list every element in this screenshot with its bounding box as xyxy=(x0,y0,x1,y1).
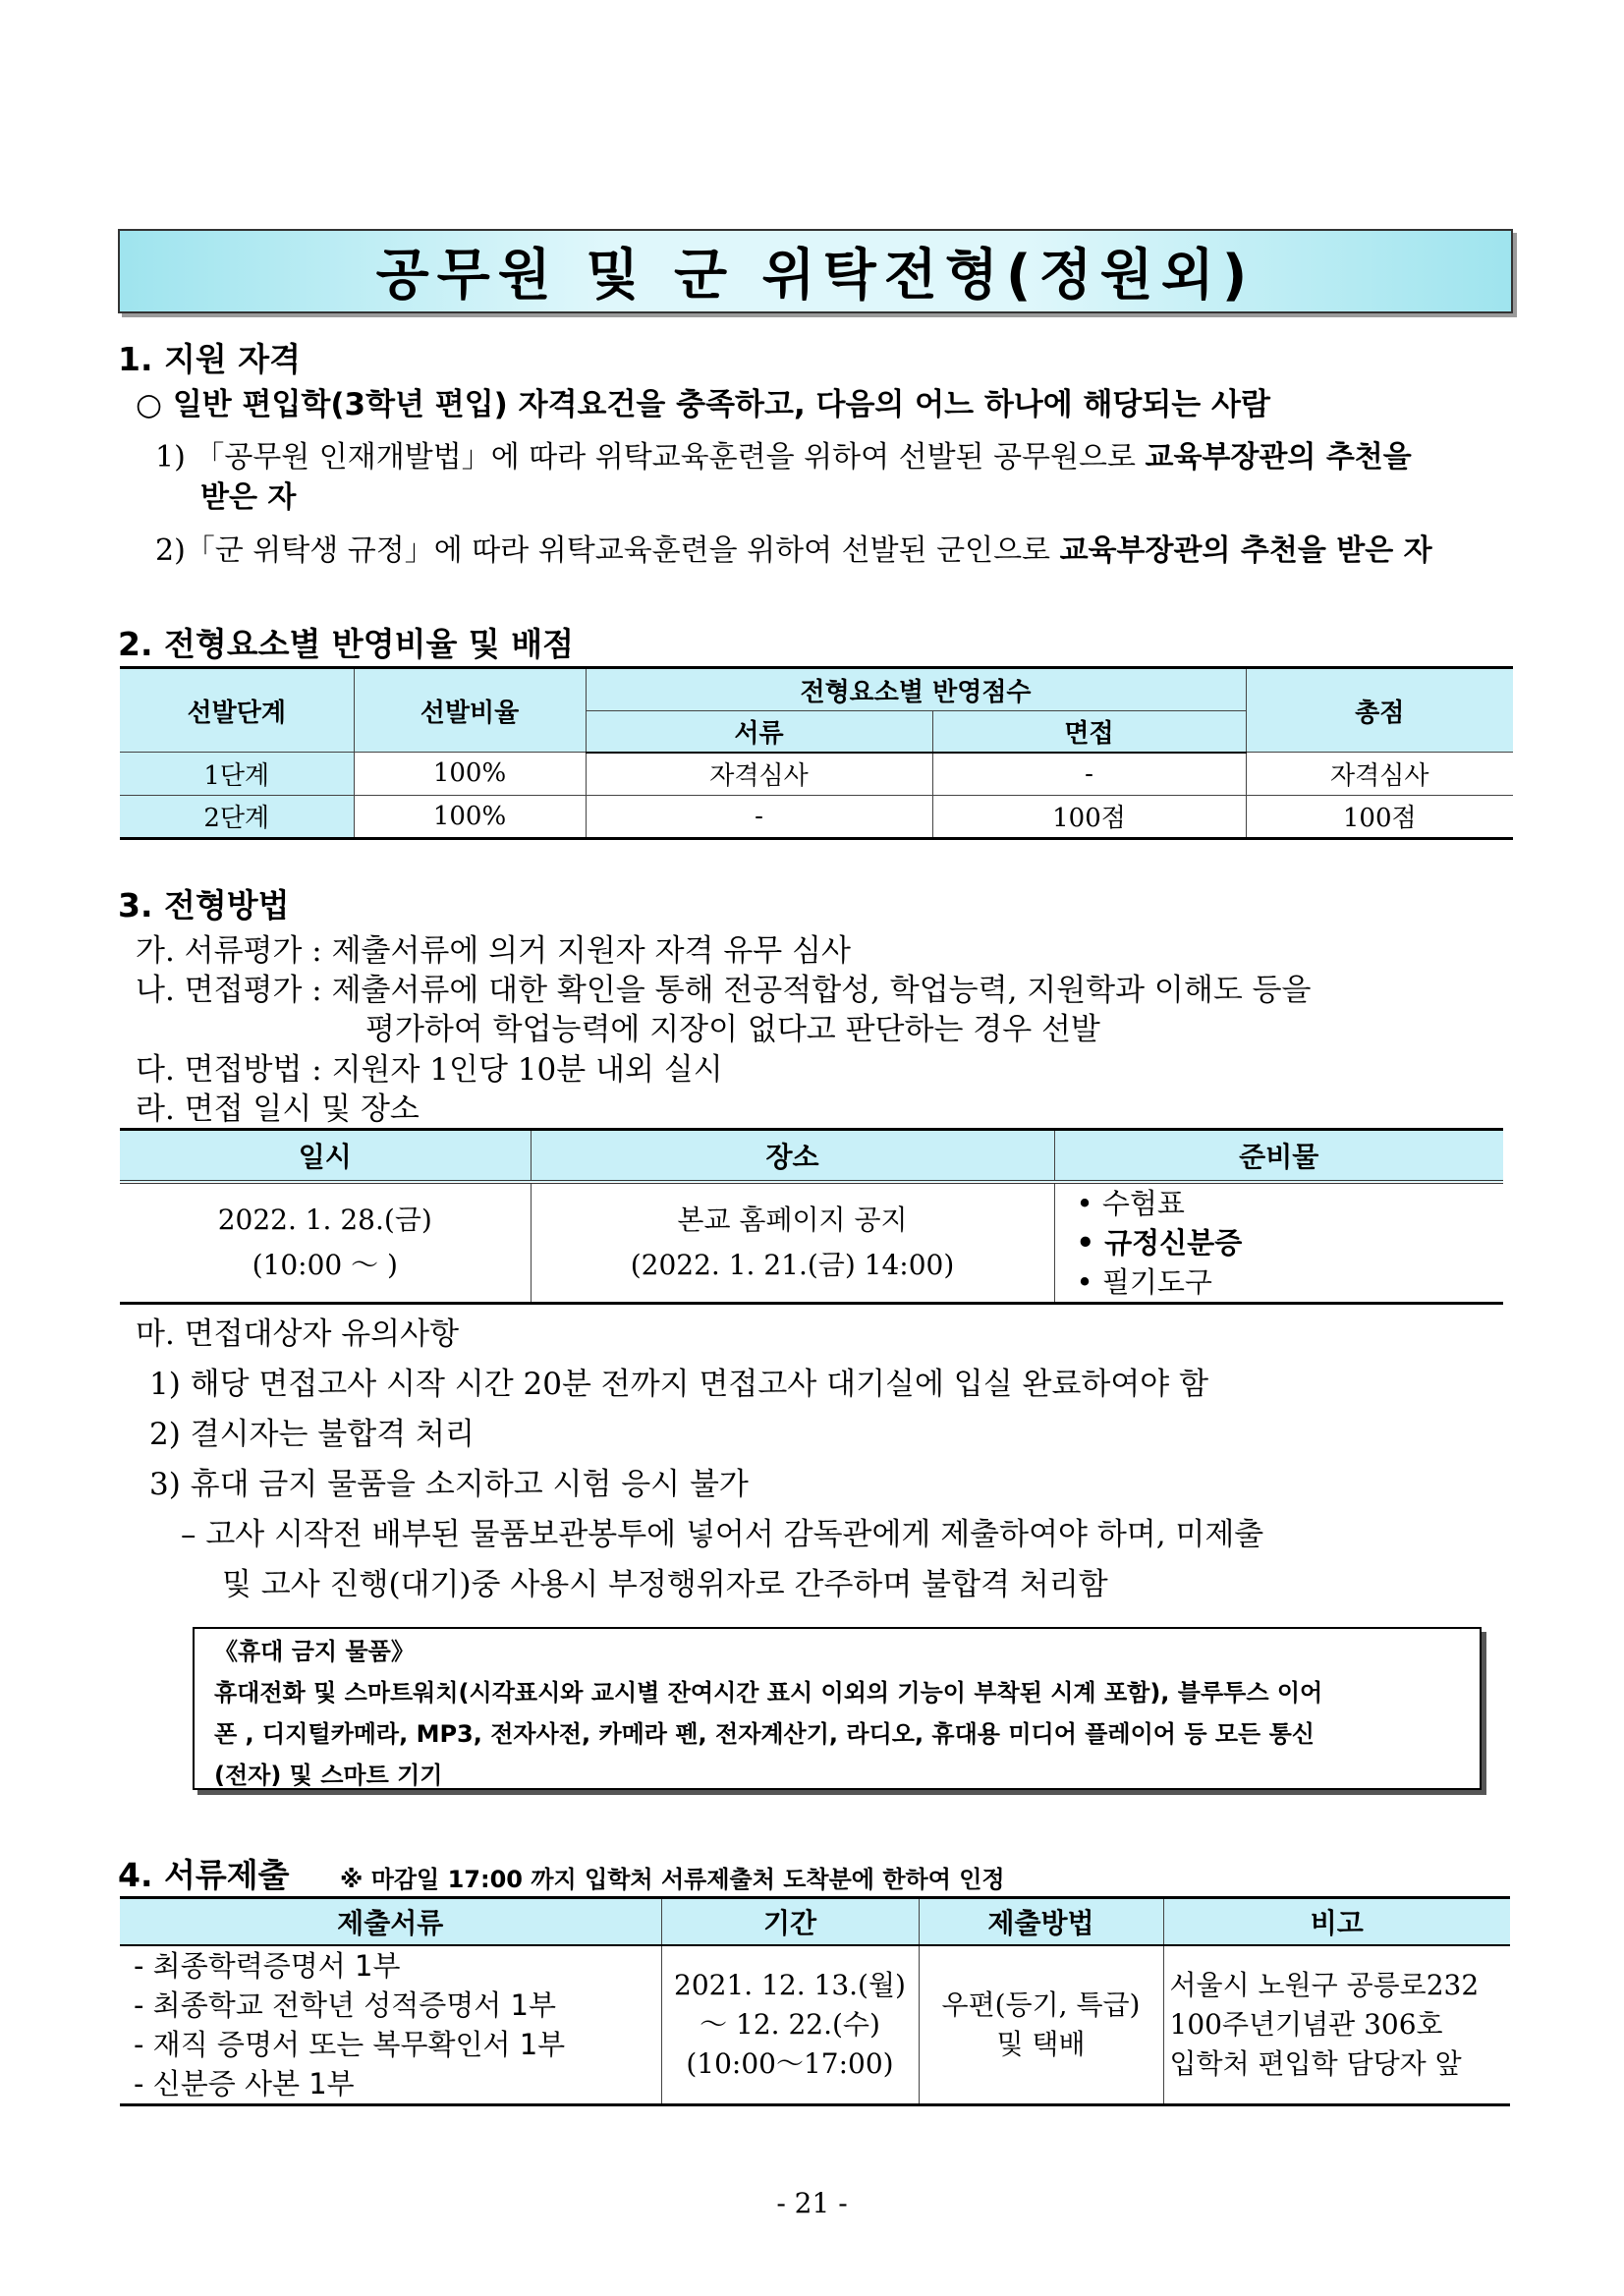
header-stage: 선발단계 xyxy=(120,668,354,753)
remark-line: 100주년기념관 306호 xyxy=(1169,2008,1443,2041)
cell-ratio: 100% xyxy=(354,753,586,796)
documents-table xyxy=(120,1896,1510,2106)
list-item: • 규정신분증 xyxy=(1076,1226,1243,1260)
section1-item2-bold: 교육부장관의 추천을 받은 자 xyxy=(1059,533,1432,568)
list-item: - 재직 증명서 또는 복무확인서 1부 xyxy=(134,2028,566,2061)
header-docs: 제출서류 xyxy=(120,1898,661,1946)
period-line: ～ 12. 22.(수) xyxy=(700,2008,880,2041)
cell-remark xyxy=(1163,1945,1510,2105)
note-3-dash-2: 및 고사 진행(대기)중 사용시 부정행위자로 간주하며 불합격 처리함 xyxy=(222,1567,1108,1602)
method-na-1: 나. 면접평가 : 제출서류에 대한 확인을 통해 전공적합성, 학업능력, 지원학과 이해도 등을 xyxy=(136,973,1312,1008)
section1-heading: 1. 지원 자격 xyxy=(118,340,301,378)
list-item: - 최종학교 전학년 성적증명서 1부 xyxy=(134,1988,556,2022)
section1-bullet: ○ 일반 편입학(3학년 편입) 자격요건을 충족하고, 다음의 어느 하나에 해당되는 사람 xyxy=(136,387,1270,422)
section4-note: ※ 마감일 17:00 까지 입학처 서류제출처 도착분에 한하여 인정 xyxy=(340,1866,1005,1893)
notice-title: 《휴대 금지 물품》 xyxy=(214,1638,415,1665)
note-3-dash-1: – 고사 시작전 배부된 물품보관봉투에 넣어서 감독관에게 제출하여야 하며, 미제출 xyxy=(181,1517,1264,1552)
method-na-2: 평가하여 학업능력에 지장이 없다고 판단하는 경우 선발 xyxy=(365,1012,1100,1047)
table-row xyxy=(120,753,1513,796)
section1-item2-text: 2)「군 위탁생 규정」에 따라 위탁교육훈련을 위하여 선발된 군인으로 xyxy=(155,533,1060,568)
section1-item1-cont: 받은 자 xyxy=(200,480,297,515)
cell-total: 100점 xyxy=(1246,795,1513,838)
list-item: - 최종학력증명서 1부 xyxy=(134,1949,401,1983)
place-line: (2022. 1. 21.(금) 14:00) xyxy=(630,1249,955,1281)
cell-docs xyxy=(120,1945,661,2105)
cell-interview: - xyxy=(932,753,1246,796)
method-line: 우편(등기, 특급) xyxy=(941,1988,1141,2021)
cell-docs: 자격심사 xyxy=(586,753,932,796)
prohibited-items-box xyxy=(193,1627,1482,1790)
header-items: 준비물 xyxy=(1054,1130,1503,1183)
cell-ratio: 100% xyxy=(354,795,586,838)
table-row xyxy=(120,1182,1503,1304)
method-ga: 가. 서류평가 : 제출서류에 의거 지원자 자격 유무 심사 xyxy=(136,933,851,969)
interview-table xyxy=(120,1128,1503,1305)
header-docs: 서류 xyxy=(586,711,932,753)
method-line: 및 택배 xyxy=(996,2028,1086,2060)
section1-item2 xyxy=(155,526,1432,569)
section1-item1-bold: 교육부장관의 추천을 xyxy=(1145,440,1412,475)
list-item: • 필기도구 xyxy=(1076,1265,1212,1299)
list-item: - 신분증 사본 1부 xyxy=(134,2067,355,2100)
note-2: 2) 결시자는 불합격 처리 xyxy=(149,1417,475,1452)
note-3: 3) 휴대 금지 물품을 소지하고 시험 응시 불가 xyxy=(149,1467,749,1502)
cell-date xyxy=(120,1182,531,1304)
notice-line: 휴대전화 및 스마트워치(시각표시와 교시별 잔여시간 표시 이외의 기능이 부착된 시계 포함), 블루투스 이어 xyxy=(214,1679,1323,1707)
page-number: - 21 - xyxy=(776,2187,848,2219)
header-total: 총점 xyxy=(1246,668,1513,753)
weight-table xyxy=(120,666,1513,840)
cell-stage: 1단계 xyxy=(120,753,354,796)
cell-stage: 2단계 xyxy=(120,795,354,838)
header-method: 제출방법 xyxy=(919,1898,1163,1946)
header-interview: 면접 xyxy=(932,711,1246,753)
note-1: 1) 해당 면접고사 시작 시간 20분 전까지 면접고사 대기실에 입실 완료하여야 함 xyxy=(149,1367,1209,1402)
cell-method xyxy=(919,1945,1163,2105)
method-ra: 라. 면접 일시 및 장소 xyxy=(136,1092,420,1127)
section2-heading: 2. 전형요소별 반영비율 및 배점 xyxy=(118,625,574,663)
cell-docs: - xyxy=(586,795,932,838)
table-row xyxy=(120,795,1513,838)
cell-items xyxy=(1054,1182,1503,1304)
header-period: 기간 xyxy=(661,1898,919,1946)
remark-line: 서울시 노원구 공릉로232 xyxy=(1169,1969,1480,2001)
page-title: 공무원 및 군 위탁전형(정원외) xyxy=(118,229,1513,313)
section1-item1 xyxy=(155,432,1412,476)
cell-place xyxy=(531,1182,1054,1304)
header-place: 장소 xyxy=(531,1130,1054,1183)
header-remark: 비고 xyxy=(1163,1898,1510,1946)
notice-line: (전자) 및 스마트 기기 xyxy=(214,1762,443,1789)
date-line: 2022. 1. 28.(금) xyxy=(217,1204,432,1236)
date-line: (10:00 ～ ) xyxy=(252,1249,398,1281)
cell-period xyxy=(661,1945,919,2105)
section3-heading: 3. 전형방법 xyxy=(118,886,290,924)
period-line: 2021. 12. 13.(월) xyxy=(674,1969,906,2001)
period-line: (10:00～17:00) xyxy=(686,2047,894,2080)
header-date: 일시 xyxy=(120,1130,531,1183)
method-ma: 마. 면접대상자 유의사항 xyxy=(136,1316,460,1352)
notice-line: 폰 , 디지털카메라, MP3, 전자사전, 카메라 펜, 전자계산기, 라디오, 휴대용 미디어 플레이어 등 모든 통신 xyxy=(214,1720,1315,1748)
table-row xyxy=(120,1945,1510,2105)
place-line: 본교 홈페이지 공지 xyxy=(677,1204,908,1236)
header-group: 전형요소별 반영점수 xyxy=(586,668,1246,711)
cell-interview: 100점 xyxy=(932,795,1246,838)
remark-line: 입학처 편입학 담당자 앞 xyxy=(1169,2047,1462,2080)
header-ratio: 선발비율 xyxy=(354,668,586,753)
section4-heading: 4. 서류제출 xyxy=(118,1856,290,1894)
list-item: • 수험표 xyxy=(1076,1187,1185,1220)
cell-total: 자격심사 xyxy=(1246,753,1513,796)
section1-item1-text: 1) 「공무원 인재개발법」에 따라 위탁교육훈련을 위하여 선발된 공무원으로 xyxy=(155,440,1146,475)
method-da: 다. 면접방법 : 지원자 1인당 10분 내외 실시 xyxy=(136,1052,723,1088)
